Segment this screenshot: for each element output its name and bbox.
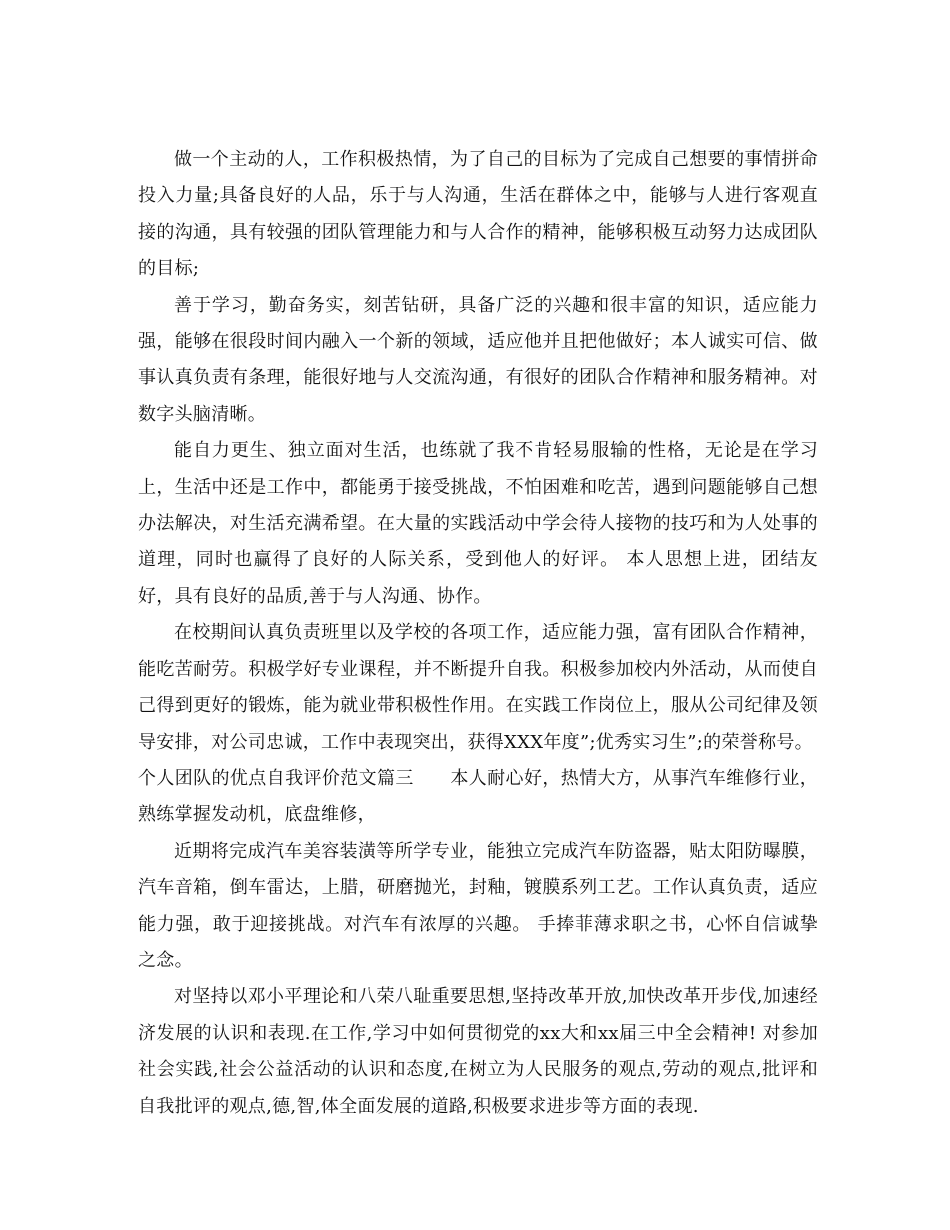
paragraph-3: 能自力更生、独立面对生活，也练就了我不肯轻易服输的性格，无论是在学习上，生活中还是工作中，都能勇于接受挑战，不怕困难和吃苦，遇到问题能够自己想办法解决，对生活充满希望。在大量的实践活动中学会待人接物的技巧和为人处事的道理，同时也赢得了良好的人际关系，受到他人的好评。 本人思想上进，团结友好，具有良好的品质,善于与人沟通、协作。: [138, 440, 818, 607]
paragraph-5: 近期将完成汽车美容装潢等所学专业，能独立完成汽车防盗器，贴太阳防曝膜，汽车音箱，倒车雷达，上腊，研磨抛光，封釉，镀膜系列工艺。工作认真负责，适应能力强，敢于迎接挑战。对汽车有浓厚的兴趣。 手捧菲薄求职之书，心怀自信诚挚之念。: [138, 840, 818, 971]
section-intro: 本人耐心好，热情大方，从事汽车维修行业，熟练掌握发动机，底盘维修，: [138, 767, 818, 826]
document-body: [138, 142, 818, 1125]
paragraph-2: 善于学习，勤奋务实，刻苦钻研，具备广泛的兴趣和很丰富的知识，适应能力强，能够在很段时间内融入一个新的领域，适应他并且把他做好；本人诚实可信、做事认真负责有条理，能很好地与人交流沟通，有很好的团队合作精神和服务精神。对数字头脑清晰。: [138, 294, 818, 425]
heading-gap: [414, 768, 451, 789]
paragraph-4: 在校期间认真负责班里以及学校的各项工作，适应能力强，富有团队合作精神，能吃苦耐劳。积极学好专业课程，并不断提升自我。积极参加校内外活动，从而使自己得到更好的锻炼，能为就业带积极性作用。在实践工作岗位上，服从公司纪律及领导安排，对公司忠诚，工作中表现突出，获得XXX年度”;优秀实习生”;的荣誉称号。: [138, 622, 818, 753]
section-heading: 个人团队的优点自我评价范文篇三: [138, 767, 414, 789]
paragraph-1: 做一个主动的人，工作积极热情，为了自己的目标为了完成自己想要的事情拼命投入力量;具备良好的人品，乐于与人沟通，生活在群体之中，能够与人进行客观直接的沟通，具有较强的团队管理能力和与人合作的精神，能够积极互动努力达成团队的目标;: [138, 149, 818, 280]
section-block: [138, 761, 818, 834]
paragraph-6: 对坚持以邓小平理论和八荣八耻重要思想,坚持改革开放,加快改革开步伐,加速经济发展的认识和表现.在工作,学习中如何贯彻党的xx大和xx届三中全会精神! 对参加社会实践,社会公益活动的认识和态度,在树立为人民服务的观点,劳动的观点,批评和自我批评的观点,德,智,体全面发展的道路,积极要求进步等方面的表现.: [138, 986, 818, 1117]
